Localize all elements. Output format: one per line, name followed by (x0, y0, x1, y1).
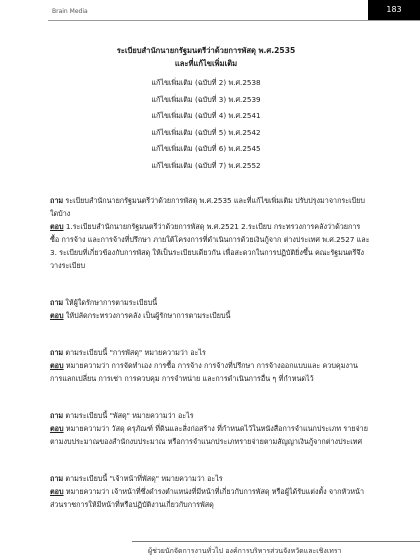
answer-text-cont: ตามงบประมาณของสำนักงบประมาณ หรือการจำแนกประเภทรายจ่ายตามสัญญาเงินกู้จากต่างประเทศ (50, 437, 363, 446)
question-label: ถาม (50, 298, 64, 307)
answer-text: หมายความว่า เจ้าหน้าที่ซึ่งดำรงตำแหน่งที่มีหน้าที่เกี่ยวกับการพัสดุ หรือผู้ได้รับแต่งตั้ง จากหัวหน้า (63, 487, 364, 496)
answer-text: 1.ระเบียบสำนักนายกรัฐมนตรีว่าด้วยการพัสดุ พ.ศ.2521 2.ระเบียบ กระทรวงการคลังว่าด้วยการ (63, 222, 361, 231)
question-label: ถาม (50, 474, 64, 483)
answer-label: ตอบ (50, 487, 64, 496)
question-label: ถาม (50, 196, 64, 205)
question-line (50, 346, 362, 359)
qa-block-supplies-definition (50, 409, 368, 448)
answer-text-cont: วางระเบียบ (50, 261, 86, 270)
amendment-item: แก้ไขเพิ่มเติม (ฉบับที่ 2) พ.ศ.2538 (151, 78, 261, 87)
qa-block-custodian (50, 296, 362, 322)
qa-block-officer-definition (50, 472, 362, 511)
brand-label: Brain Media (52, 8, 88, 15)
answer-line (50, 422, 368, 435)
answer-line (50, 359, 362, 372)
footer-text: ผู้ช่วยนักจัดการงานทั่วไป องค์การบริหารส่วนจังหวัดและเชิงเทรา (148, 547, 342, 555)
answer-label: ตอบ (50, 222, 64, 231)
question-text: ตามระเบียบนี้ "พัสดุ" หมายความว่า อะไร (63, 411, 194, 420)
question-line (50, 472, 362, 485)
answer-label: ตอบ (50, 311, 64, 320)
amendment-item: แก้ไขเพิ่มเติม (ฉบับที่ 5) พ.ศ.2542 (151, 127, 261, 137)
amendment-item: แก้ไขเพิ่มเติม (ฉบับที่ 6) พ.ศ.2545 (151, 144, 261, 153)
answer-line (50, 309, 362, 322)
answer-text-cont: ซื้อ การจ้าง และการจ้างที่ปรึกษา ภายใต้โครงการที่ดำเนินการด้วยเงินกู้จาก ต่างประเทศ พ.ศ.2527 และ (50, 235, 370, 244)
question-text: ให้ผู้ใดรักษาการตามระเบียบนี้ (63, 298, 158, 307)
question-label: ถาม (50, 411, 64, 420)
page-header (0, 0, 420, 22)
answer-text-cont: ส่วนราชการให้มีหน้าที่หรือปฏิบัติงานเกี่ยวกับการพัสดุ (50, 500, 214, 509)
question-text: ระเบียบสำนักนายกรัฐมนตรีว่าด้วยการพัสดุ พ.ศ.2535 และที่แก้ไขเพิ่มเติม ปรับปรุงมาจากระเบียบ (63, 196, 365, 205)
title-line-1: ระเบียบสำนักนายกรัฐมนตรีว่าด้วยการพัสดุ พ.ศ.2535 (116, 46, 296, 55)
answer-line (50, 220, 362, 233)
question-line (50, 409, 362, 422)
amendment-list (50, 75, 362, 174)
question-line (50, 296, 362, 309)
amendment-item: แก้ไขเพิ่มเติม (ฉบับที่ 3) พ.ศ.2539 (151, 94, 261, 104)
question-line (50, 194, 365, 207)
page-number-badge: 183 (368, 0, 420, 20)
document-body (50, 44, 370, 511)
question-label: ถาม (50, 348, 64, 357)
answer-text: หมายความว่า การจัดทำเอง การซื้อ การจ้าง การจ้างที่ปรึกษา การจ้างออกแบบและ ควบคุมงาน (63, 361, 358, 370)
answer-text-cont: การแลกเปลี่ยน การเช่า การควบคุม การจำหน่าย และการดำเนินการอื่น ๆ ที่กำหนดไว้ (50, 374, 314, 383)
question-text-cont: ใดบ้าง (50, 209, 71, 218)
qa-block-procurement-definition (50, 346, 362, 385)
question-text: ตามระเบียบนี้ "การพัสดุ" หมายความว่า อะไร (63, 348, 206, 357)
question-text: ตามระเบียบนี้ "เจ้าหน้าที่พัสดุ" หมายความว่า อะไร (63, 474, 223, 483)
header-divider (48, 20, 420, 21)
answer-label: ตอบ (50, 424, 64, 433)
answer-text: หมายความว่า วัสดุ ครุภัณฑ์ ที่ดินและสิ่งก่อสร้าง ที่กำหนดไว้ในหนังสือการจำแนกประเภท รายจ่าย (63, 424, 368, 433)
footer-divider (132, 541, 420, 542)
title-line-2: และที่แก้ไขเพิ่มเติม (174, 59, 238, 68)
amendment-item: แก้ไขเพิ่มเติม (ฉบับที่ 7) พ.ศ.2552 (151, 160, 261, 170)
answer-text-cont: 3. ระเบียบที่เกี่ยวข้องกับการพัสดุ ให้เป็นระเบียบเดียวกัน เพื่อสะดวกในการปฏิบัติยิ่งขึ้น คณะรัฐมนตรีจึง (50, 248, 365, 257)
page-footer (0, 541, 420, 560)
amendment-item: แก้ไขเพิ่มเติม (ฉบับที่ 4) พ.ศ.2541 (151, 111, 261, 120)
qa-block-source (50, 194, 370, 272)
document-title (50, 44, 362, 70)
answer-line (50, 485, 362, 498)
answer-label: ตอบ (50, 361, 64, 370)
answer-text: ให้ปลัดกระทรวงการคลัง เป็นผู้รักษาการตามระเบียบนี้ (63, 311, 231, 320)
